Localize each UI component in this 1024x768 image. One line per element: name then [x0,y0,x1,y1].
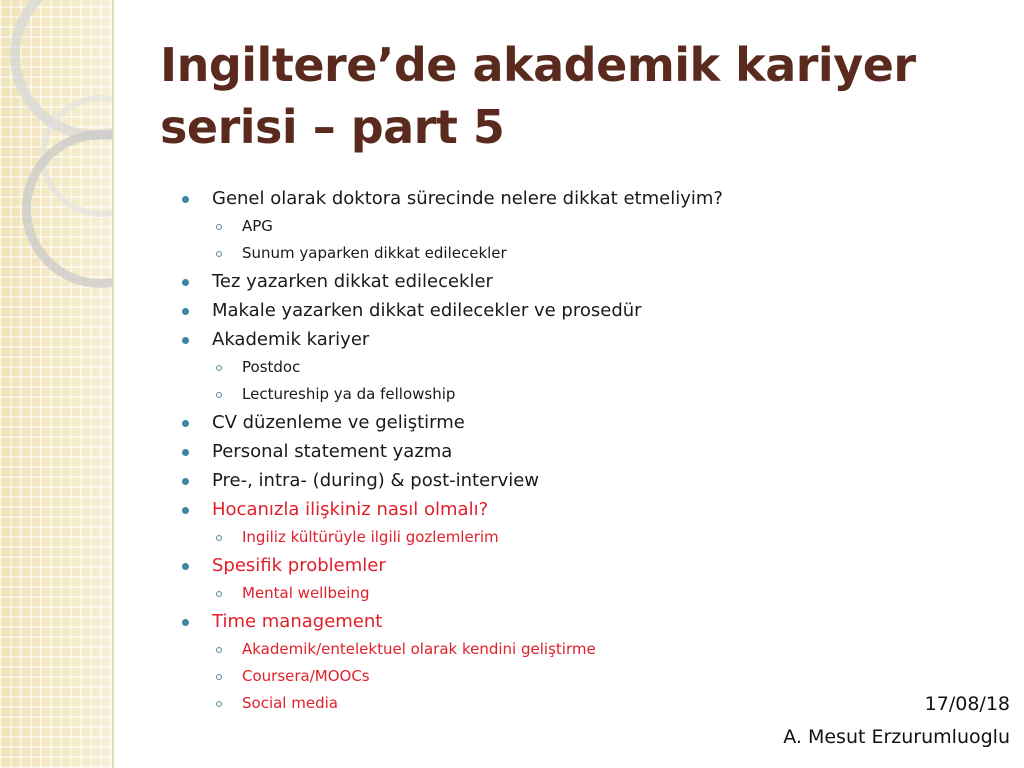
bullet-circle-icon [216,392,222,398]
sub-list-item [180,240,1000,267]
title-line-2: serisi – part 5 [160,100,505,154]
sub-list-item-text: Postdoc [242,358,301,376]
list-item-text: Akademik kariyer [212,329,370,350]
sub-list-item-text: Social media [242,694,338,712]
sub-list-item-highlighted [180,580,1000,607]
bullet-circle-icon [216,224,222,230]
sidebar-divider [112,0,114,768]
list-item-text: Genel olarak doktora sürecinde nelere dikkat etmeliyim? [212,188,723,209]
title-line-1: Ingiltere’de akademik kariyer [160,38,916,92]
bullet-circle-icon [216,365,222,371]
bullet-dot-icon [182,619,189,626]
bullet-circle-icon [216,251,222,257]
list-item-highlighted [180,607,1000,636]
sub-list-item-text: Akademik/entelektuel olarak kendini geliştirme [242,640,596,658]
list-item-text: Hocanızla ilişkiniz nasıl olmalı? [212,499,489,520]
list-item-highlighted [180,495,1000,524]
list-item-text: Makale yazarken dikkat edilecekler ve prosedür [212,300,642,321]
sub-list-item [180,381,1000,408]
bullet-dot-icon [182,563,189,570]
slide-date: 17/08/18 [924,693,1010,715]
sub-list-item-highlighted [180,636,1000,663]
sub-list-item-text: Mental wellbeing [242,584,370,602]
slide-footer [783,688,1010,754]
bullet-dot-icon [182,279,189,286]
bullet-dot-icon [182,308,189,315]
decorative-ring [22,130,114,288]
sub-list-item [180,354,1000,381]
bullet-dot-icon [182,478,189,485]
slide-title [160,34,990,158]
bullet-list [180,184,1000,717]
bullet-dot-icon [182,449,189,456]
sub-list-item [180,213,1000,240]
bullet-dot-icon [182,196,189,203]
decorative-sidebar [0,0,114,768]
list-item [180,296,1000,325]
list-item [180,184,1000,213]
list-item-text: CV düzenleme ve geliştirme [212,412,465,433]
bullet-circle-icon [216,701,222,707]
sub-list-item-text: APG [242,217,273,235]
sub-list-item-text: Lectureship ya da fellowship [242,385,456,403]
sub-list-item-text: Coursera/MOOCs [242,667,370,685]
list-item [180,466,1000,495]
list-item [180,408,1000,437]
list-item [180,437,1000,466]
list-item [180,325,1000,354]
list-item-text: Personal statement yazma [212,441,453,462]
sub-list-item-highlighted [180,663,1000,690]
sub-list-item-text: Sunum yaparken dikkat edilecekler [242,244,507,262]
list-item-text: Pre-, intra- (during) & post-interview [212,470,540,491]
bullet-circle-icon [216,674,222,680]
list-item-highlighted [180,551,1000,580]
bullet-circle-icon [216,591,222,597]
sub-list-item-text: Ingiliz kültürüyle ilgili gozlemlerim [242,528,499,546]
slide-author: A. Mesut Erzurumluoglu [783,726,1010,748]
list-item-text: Time management [212,611,383,632]
list-item-text: Spesifik problemler [212,555,386,576]
bullet-dot-icon [182,337,189,344]
bullet-circle-icon [216,647,222,653]
list-item [180,267,1000,296]
sub-list-item-highlighted [180,524,1000,551]
list-item-text: Tez yazarken dikkat edilecekler [212,271,493,292]
bullet-dot-icon [182,420,189,427]
bullet-circle-icon [216,535,222,541]
bullet-dot-icon [182,507,189,514]
